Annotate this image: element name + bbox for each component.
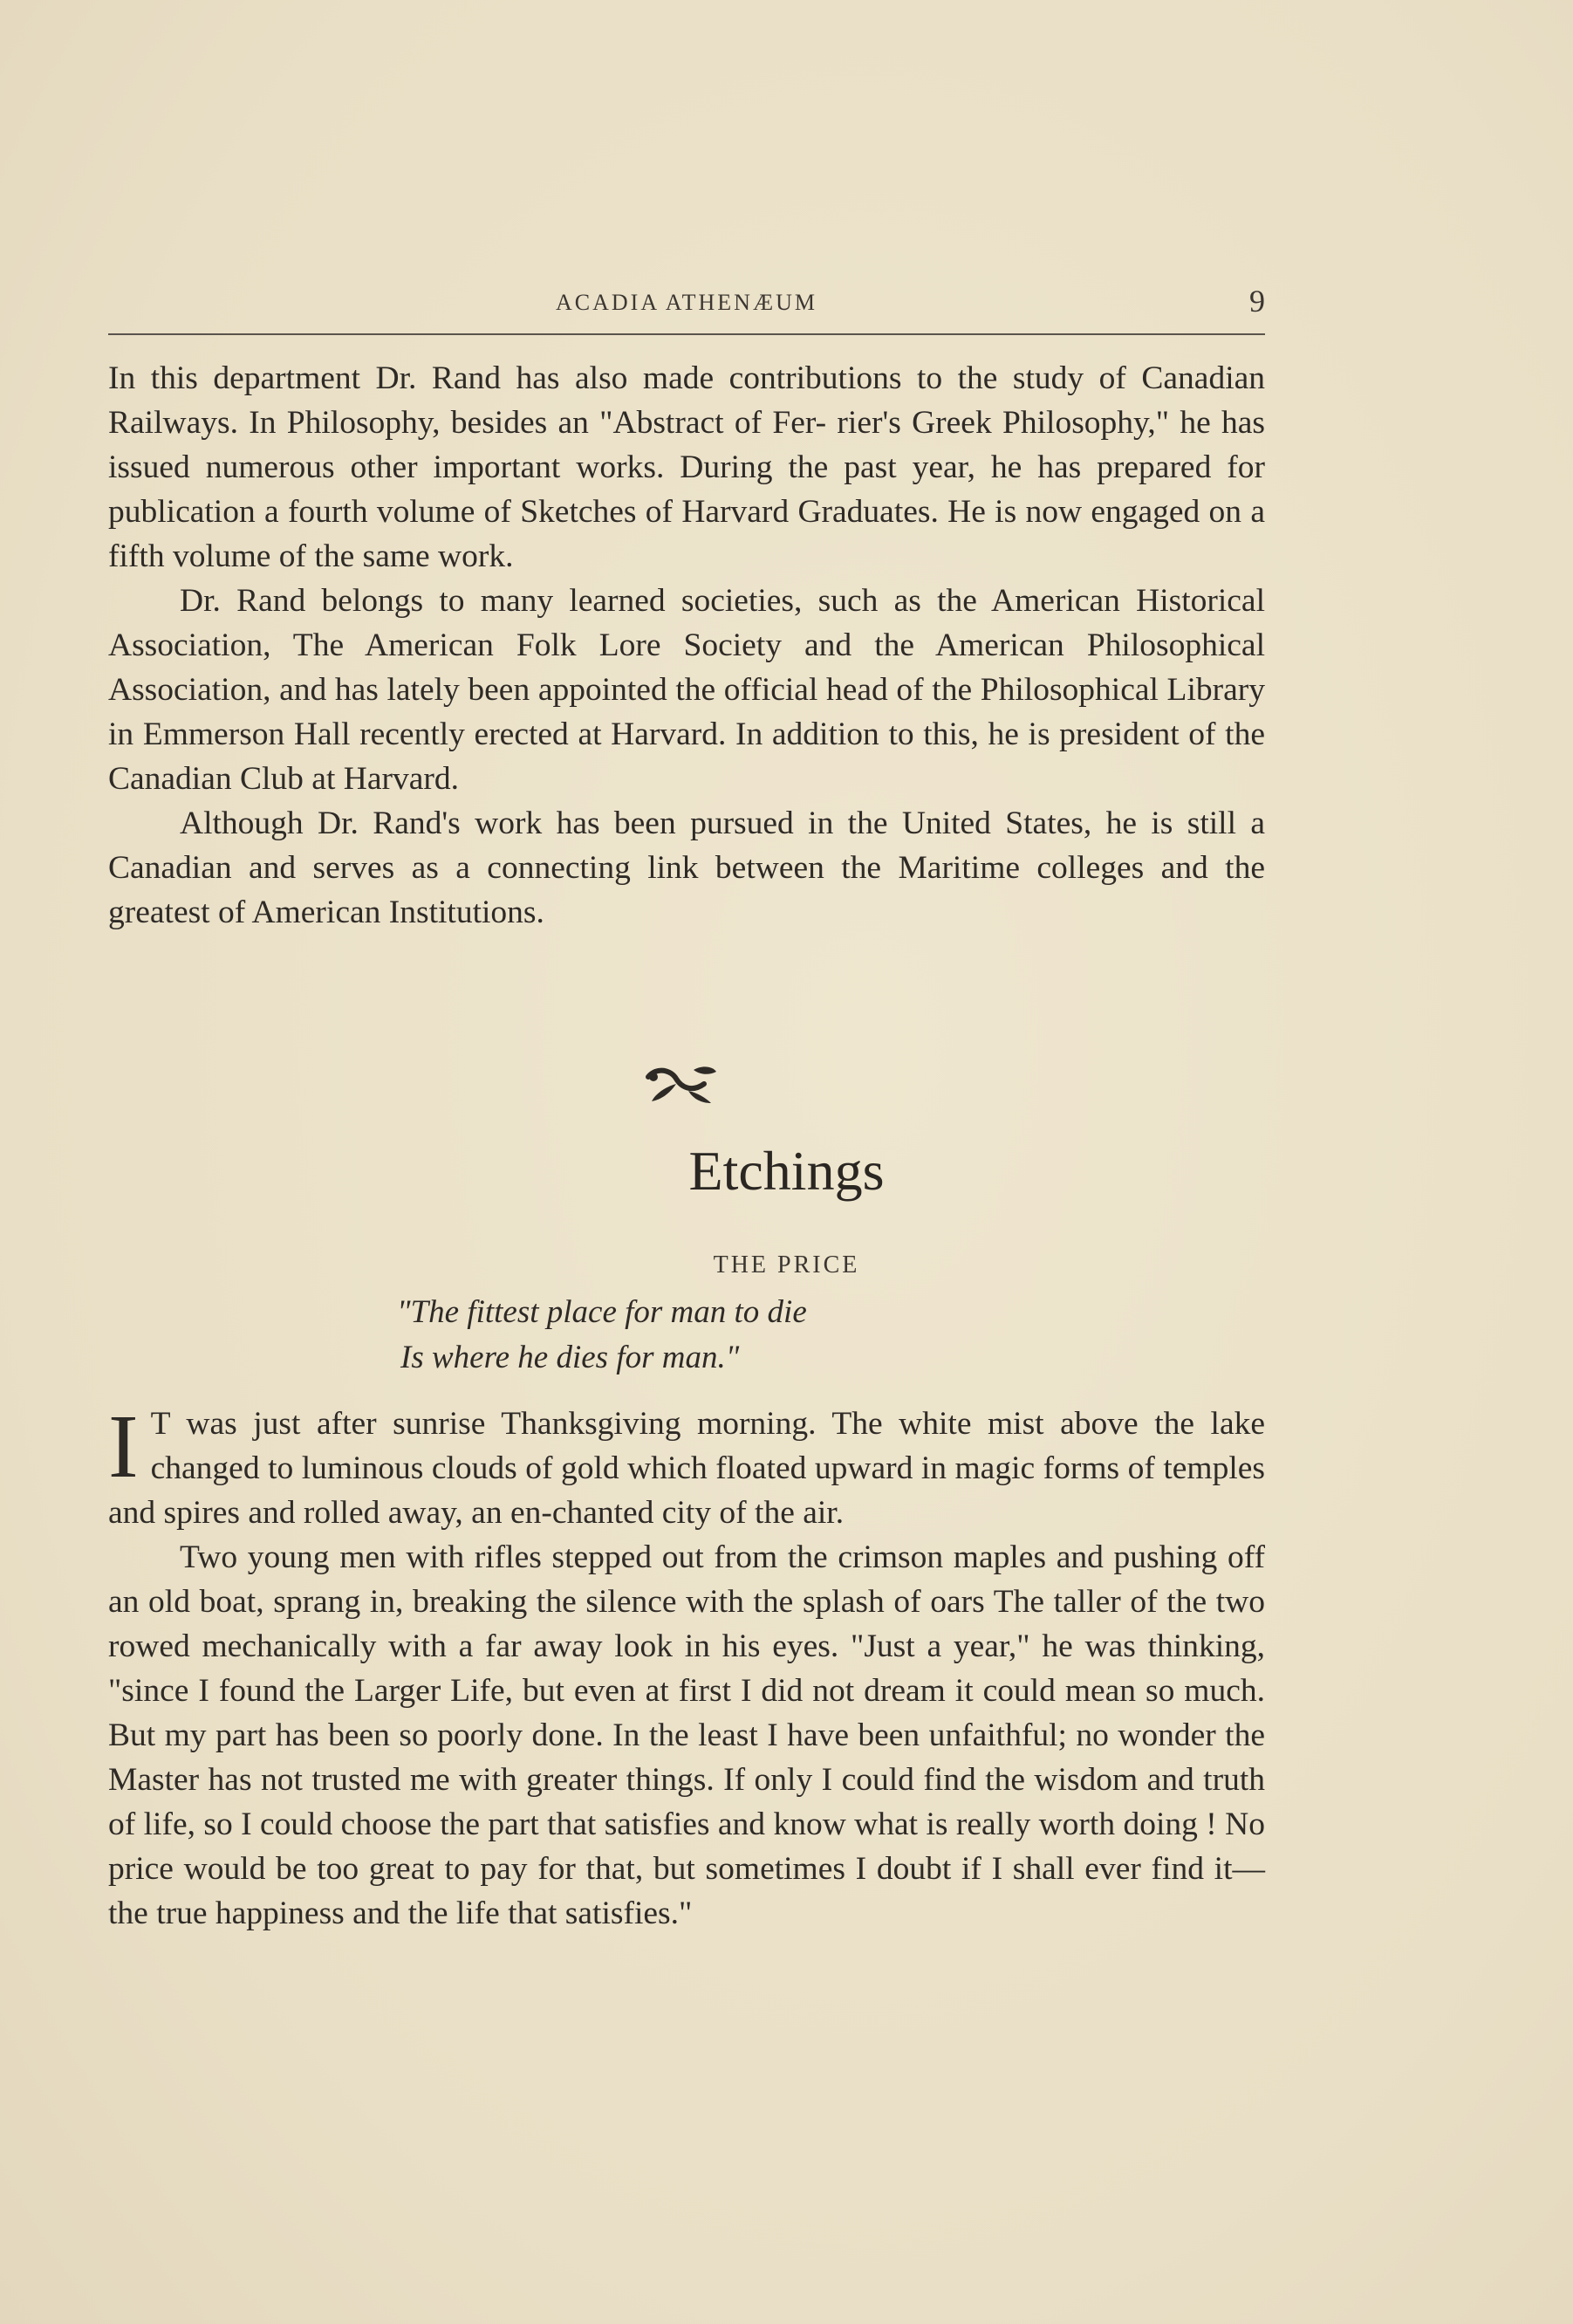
story-paragraph-1-text: T was just after sunrise Thanksgiving morning. The white mist above the lake changed to luminous clouds of gold which floated upward in magic forms of temples and spires and rolled away, an en-chanted city of the air.: [108, 1406, 1265, 1531]
paragraph-1-line-1: In this department Dr. Rand has also made contributions to the study: [108, 360, 1084, 396]
paragraph-1-line-3: rier's Greek Philosophy," he has issued numerous other important: [108, 405, 1266, 485]
paragraph-1-line-6: fifth volume of the same work.: [108, 538, 514, 574]
running-header: [108, 281, 1265, 335]
paragraph-1-line-5: volume of Sketches of Harvard Graduates. He is now engaged on a: [376, 494, 1265, 530]
paragraph-3: Although Dr. Rand's work has been pursued in the United States, he is still a Canadian and serves as a connecting link between the Maritime colleges and the greatest of American Institutions.: [108, 806, 1265, 930]
drop-cap: I: [108, 1396, 139, 1497]
article-body: [108, 356, 1265, 935]
story-title: THE PRICE: [713, 1251, 860, 1279]
paragraph-1: [108, 356, 1265, 579]
paragraph-1-line-4: works. During the past year, he has prepared for publication a fourth: [108, 449, 1265, 530]
fleuron-ornament-icon: [641, 1058, 720, 1110]
section-title: Etchings: [688, 1140, 885, 1202]
epigraph: [397, 1290, 1182, 1381]
running-head-title: ACADIA ATHENÆUM: [556, 290, 817, 315]
epigraph-line-2: Is where he dies for man.": [400, 1340, 740, 1375]
story-paragraph-2: Two young men with rifles stepped out from the crimson maples and pushing off an old boat, sprang in, breaking the silence with the splash of oars The taller of the two rowed mechanically with a far away look in his eyes. "Just a year," he was thinking, "since I found the Larger Life, but even at first I did not dream it could mean so much. But my part has been so poorly done. In the least I have been unfaithful; no wonder the Master has not trusted me with greater things. If only I could find the wisdom and truth of life, so I could choose the part that satisfies and know what is really worth doing ! No price would be too great to pay for that, but sometimes I doubt if I shall ever find it—the true happiness and the life that satisfies.": [108, 1539, 1265, 1931]
epigraph-line-1: "The fittest place for man to die: [397, 1294, 807, 1330]
page-number: 9: [1249, 284, 1265, 319]
story-paragraph-1: [108, 1396, 1265, 1535]
paragraph-1-line-2: of Canadian Railways. In Philosophy, besides an "Abstract of Fer-: [108, 360, 1266, 441]
paragraph-2: Dr. Rand belongs to many learned societies, such as the American Historical Association, The American Folk Lore Society and the American Philosophical Association, and has lately been appointed the official head of the Philosophical Library in Emmerson Hall recently erected at Harvard. In addition to this, he is president of the Canadian Club at Harvard.: [108, 583, 1265, 797]
story-body: [108, 1396, 1265, 1936]
